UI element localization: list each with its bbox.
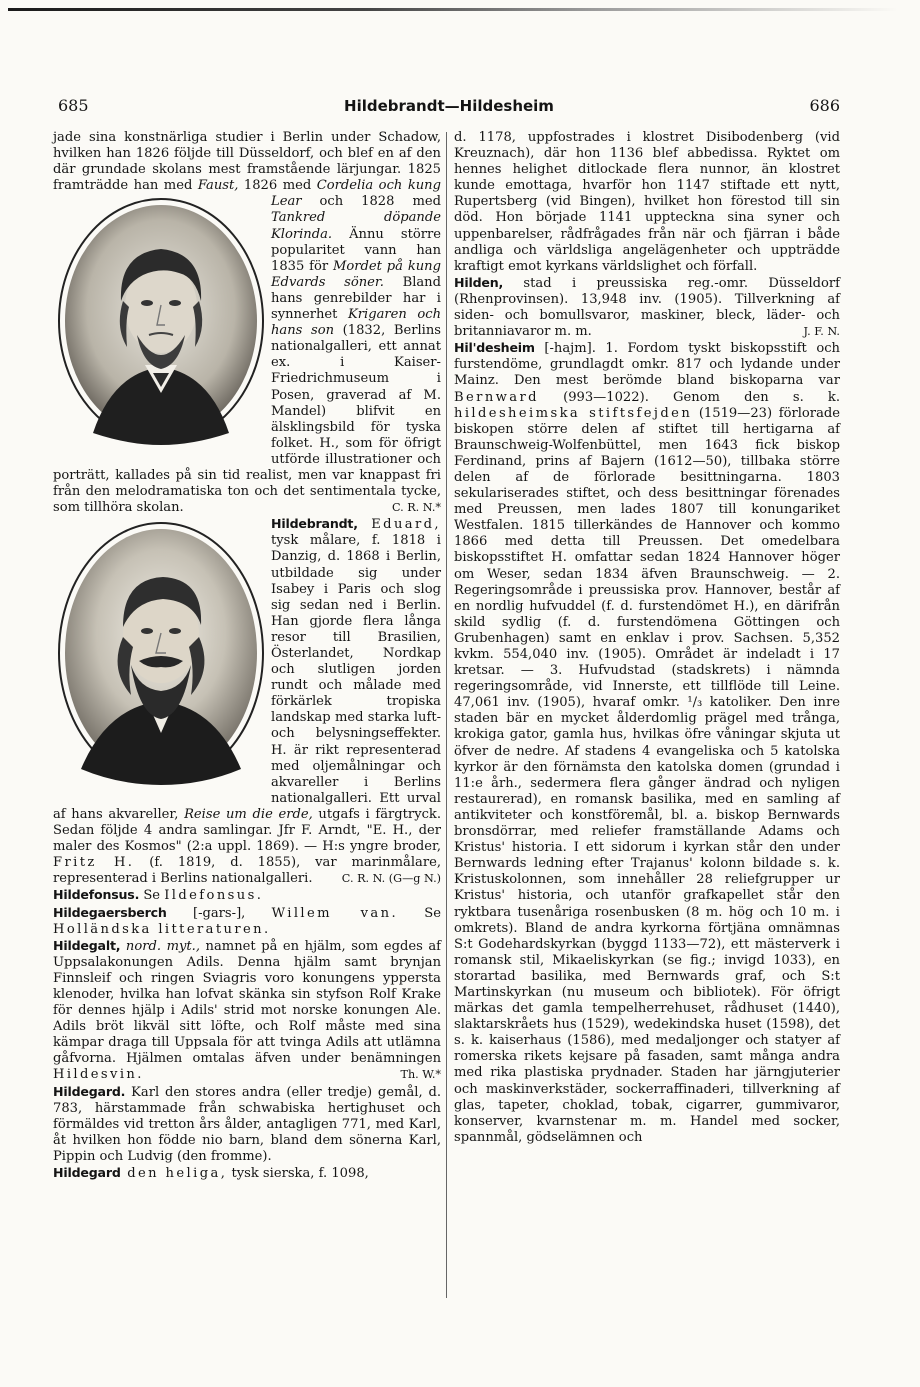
work-title: Mordet på kung Edvards söner. (271, 258, 441, 290)
entry-spaced-name: Eduard, (371, 517, 441, 533)
work-title: Krigaren och hans son (271, 307, 441, 339)
entry-text: tysk sierska, f. 1098, (227, 1166, 369, 1181)
entry-hilden (454, 275, 840, 340)
cross-reference: Ildefonsus. (164, 888, 264, 904)
cross-reference: Holländska litteraturen. (53, 921, 271, 937)
page-number-right: 686 (809, 96, 840, 115)
work-title: Cordelia och kung Lear (271, 178, 441, 210)
entry-hildesheim (454, 340, 840, 1146)
entry-headword: Hil'desheim (454, 340, 535, 356)
entry-text: Se (398, 905, 442, 921)
author-signature: Th. W.* (400, 1068, 441, 1082)
author-signature: C. R. N.* (391, 501, 441, 515)
entry-text: Ännu större popularitet vann han 1835 för (271, 226, 441, 274)
entry-hildegard-heliga-cont (454, 130, 840, 275)
top-rule (8, 8, 898, 11)
author-signature: C. R. N. (G—g N.) (341, 872, 441, 886)
entry-text: (993—1022). Genom den s. k. (538, 389, 840, 405)
left-column (53, 130, 441, 1182)
right-column (454, 130, 840, 1146)
page-header (58, 96, 840, 120)
work-title: Faust, (197, 178, 239, 194)
entry-hildefonsus (53, 887, 441, 904)
entry-text: (1832, Berlins nationalgalleri, ett annat ex. i Kaiser-Friedrichmuseum i Posen, graverad af M. Mandel) blifvit en älsklingsbild för tyska folket. H., som för öfrigt utförde illustrationer och porträtt, kallades på sin tid realist, men var knappast fri från den melodramatiska ton och det sentimentala tycke, som tillhöra skolan. (53, 323, 442, 516)
entry-text: (f. 1819, d. 1855), var marinmålare, representerad i Berlins nationalgalleri. (53, 855, 441, 887)
entry-headword: Hildegard (53, 1165, 121, 1180)
entry-text: tysk målare, f. 1818 i Danzig, d. 1868 i Berlin, utbildade sig under Isabey i Paris och slog sig sedan ned i Berlin. Han gjorde flera långa resor till Brasilien, Österlandet, Nordkap och slutligen jorden rundt och målade med förkärlek tropiska landskap med starka luft- och belysningseffekter. H. är rikt representerad med oljemålningar och akvareller i Berlins nationalgalleri. Ett urval af hans akvareller, (53, 533, 441, 822)
portrait-figure-2 (53, 519, 265, 791)
entry-text: d. 1178, uppfostrades i klostret Disibodenberg (vid Kreuznach), där hon 1136 blef abbedissa. Ryktet om hennes helighet ditlockade flera nunnor, än klostret kunde emottaga, hvarför hon 1147 stiftade ett nytt, Rupertsberg (vid Bingen), hvilket hon förestod till sin död. Hon började 1141 uppteckna sina syner och uppenbarelser, rådfrågades från när och fjärran i både andliga och världsliga angelägenheter och uppträdde kraftigt emot kyrkans världslighet och förfall. (454, 130, 840, 274)
page-number-left: 685 (58, 96, 89, 115)
entry-spaced-name: Bernward (454, 389, 539, 405)
entry-text: Karl den stores andra (eller tredje) gemål, d. 783, härstammade från schwabiska hertighuset och förmäldes vid tretton års ålder, antagligen 771, med Karl, åt hvilken hon födde nio barn, bland dem sönerna Karl, Pippin och Ludvig (den fromme). (53, 1084, 441, 1164)
entry-headword: Hildefonsus. (53, 887, 140, 903)
portrait-1-icon (53, 197, 265, 452)
entry-text: (1519—23) förlorade biskopen större delen af stiftet till hertigarna af Braunschweig-Wolfenbüttel, men 1643 fick biskop Ferdinand, prins af Bajern (1612—50), tillbaka större delen af de förlorade besittningarna. 1803 sekulariserades stiftet, och dess besittningar förenades med Preussen, men lades 1807 till konungariket Westfalen. 1815 tillerkändes de Hannover och kommo 1866 med detta till Preussen. Det omedelbara biskopsstiftet H. omfattar sedan 1824 Hannover höger om Weser, sedan 1834 äfven Braunschweig. — 2. Regeringsområde i preussiska prov. Hannover, består af en nordlig hufvuddel (f. d. furstendömet H.), en därifrån skild sydlig (f. d. furstendömena Göttingen och Grubenhagen) samt en enklav i prov. Sachsen. 5,352 kvkm. 554,040 inv. (1905). Området är indeladt i 17 kretsar. — 3. Hufvudstad (stadskrets) i nämnda regeringsområde, vid Innerste, ett tillflöde till Leine. 47,061 inv. (1905), hvaraf omkr. ¹/₃ katoliker. Den inre staden bär en mycket ålderdomlig prägel med trånga, krokiga gator, gamla hus, hvilkas öfre våningar skjuta ut öfver de nedre. Af stadens 4 evangeliska och 5 katolska kyrkor är den förnämsta den katolska domen (grundad i 11:e årh., sedermera flera gånger ändrad och nyligen restaurerad), en romansk basilika, med en samling af antikviteter och konstföremål, bl. a. biskop Bernwards bronsdörrar, med reliefer framställande Adams och Kristus' historia. I ett sidorum i kyrkan står den under Bernwards ledning efter Trajanus' kolonn bildade s. k. Kristuskolonnen, som innehåller 28 reliefgrupper ur Kristus' historia, och utanför grafkapellet står den ryktbara tusenåriga rosenbusken (8 m. hög och 10 m. i omkrets). Bland de andra kyrkorna förtjäna omnämnas S:t Godehardskyrkan (byggd 1133—72), ett mästerverk i romansk stil, Mikaeliskyrkan (se fig.; invigd 1033), en storartad basilika, med Bernwards graf, och S:t Martinskyrkan (nu museum och bibliotek). För öfrigt märkas det gamla tempelherrehuset, rådhuset (1440), slaktarskråets hus (1529), wedekindska huset (1598), det s. k. kaiserhaus (1586), med medaljonger och statyer af romerska rikets kejsare på fasaden, samt många andra med rika plastiska prydnader. Staden har järngjuterier och maskinverkstäder, sockerraffinaderi, tillverkning af glas, tapeter, choklad, tobak, cigarrer, gummivaror, konserver, kvarnstenar m. m. Handel med socker, spannmål, gödselämnen och (454, 405, 841, 1145)
entry-headword: Hilden, (454, 274, 504, 290)
entry-text: 1826 med (238, 178, 317, 194)
entry-text: namnet på en hjälm, som egdes af Uppsalakonungen Adils. Denna hjälm samt brynjan Finnsleif och ringen Sviagris voro konungens yppersta klenoder, hvilka han lofvat skänka sin styfson Rolf Krake för dennes hjälp i Adils' strid mot norske konungen Ale. Adils bröt likväl sitt löfte, och Rolf måste med sina kämpar draga till Uppsala för att tvinga Adils att utlämna gåfvorna. Hjälmen omtalas äfven under benämningen (53, 938, 442, 1067)
entry-spaced-name: den heliga, (120, 1166, 228, 1181)
entry-hildebrandt-cont (53, 130, 441, 516)
portrait-2-icon (53, 519, 265, 791)
entry-headword: Hildegalt, (53, 937, 121, 953)
entry-text: [-hajm]. 1. Fordom tyskt biskopsstift och furstendöme, grundlagdt omkr. 817 och lydande under Mainz. Den mest berömde bland biskoparna var (454, 341, 840, 389)
entry-headword: Hildebrandt, (271, 516, 358, 532)
entry-hildegalt (53, 938, 441, 1084)
entry-hildegaersberch (53, 905, 441, 938)
entry-spaced-name: Willem van. (271, 905, 399, 921)
portrait-figure-1 (53, 197, 265, 452)
entry-text: Se (139, 888, 165, 904)
work-title: Reise um die erde, (184, 806, 313, 822)
entry-hildegard (53, 1084, 441, 1165)
entry-hildegard-heliga (53, 1165, 441, 1182)
work-title: Tankred döpande Klorinda. (271, 210, 441, 242)
entry-category: nord. myt., (120, 938, 200, 954)
entry-spaced-name: Fritz H. (53, 855, 135, 871)
entry-text: utgafs i färgtryck. Sedan följde 4 andra samlingar. Jfr F. Arndt, "E. H., der maler des Kosmos" (2:a uppl. 1869). — H:s yngre broder, (53, 806, 442, 855)
entry-text: [-gars-], (166, 905, 272, 921)
entry-text: Bland hans genrebilder har i synnerhet (271, 274, 441, 323)
entry-spaced-name: Hildesvin. (53, 1067, 144, 1083)
entry-text: och 1828 med (301, 194, 441, 210)
entry-spaced-name: hildesheimska stiftsfejden (454, 405, 693, 421)
entry-headword: Hildegard. (53, 1083, 126, 1099)
running-title: Hildebrandt—Hildesheim (344, 97, 554, 115)
entry-hildebrandt-eduard (53, 516, 441, 887)
author-signature: J. F. N. (803, 325, 840, 339)
entry-text: jade sina konstnärliga studier i Berlin under Schadow, hvilken han 1826 följde till Düsseldorf, och blef en af den där grundade skolans mest framstående lärjungar. 1825 framträdde han med (53, 130, 441, 194)
entry-headword: Hildegaersberch (53, 904, 167, 920)
entry-text: stad i preussiska reg.-omr. Düsseldorf (Rhenprovinsen). 13,948 inv. (1905). Tillverkning af siden- och bomullsvaror, maskiner, bleck, läder- och britanniavaror m. m. (454, 275, 840, 340)
column-divider (446, 132, 447, 1298)
